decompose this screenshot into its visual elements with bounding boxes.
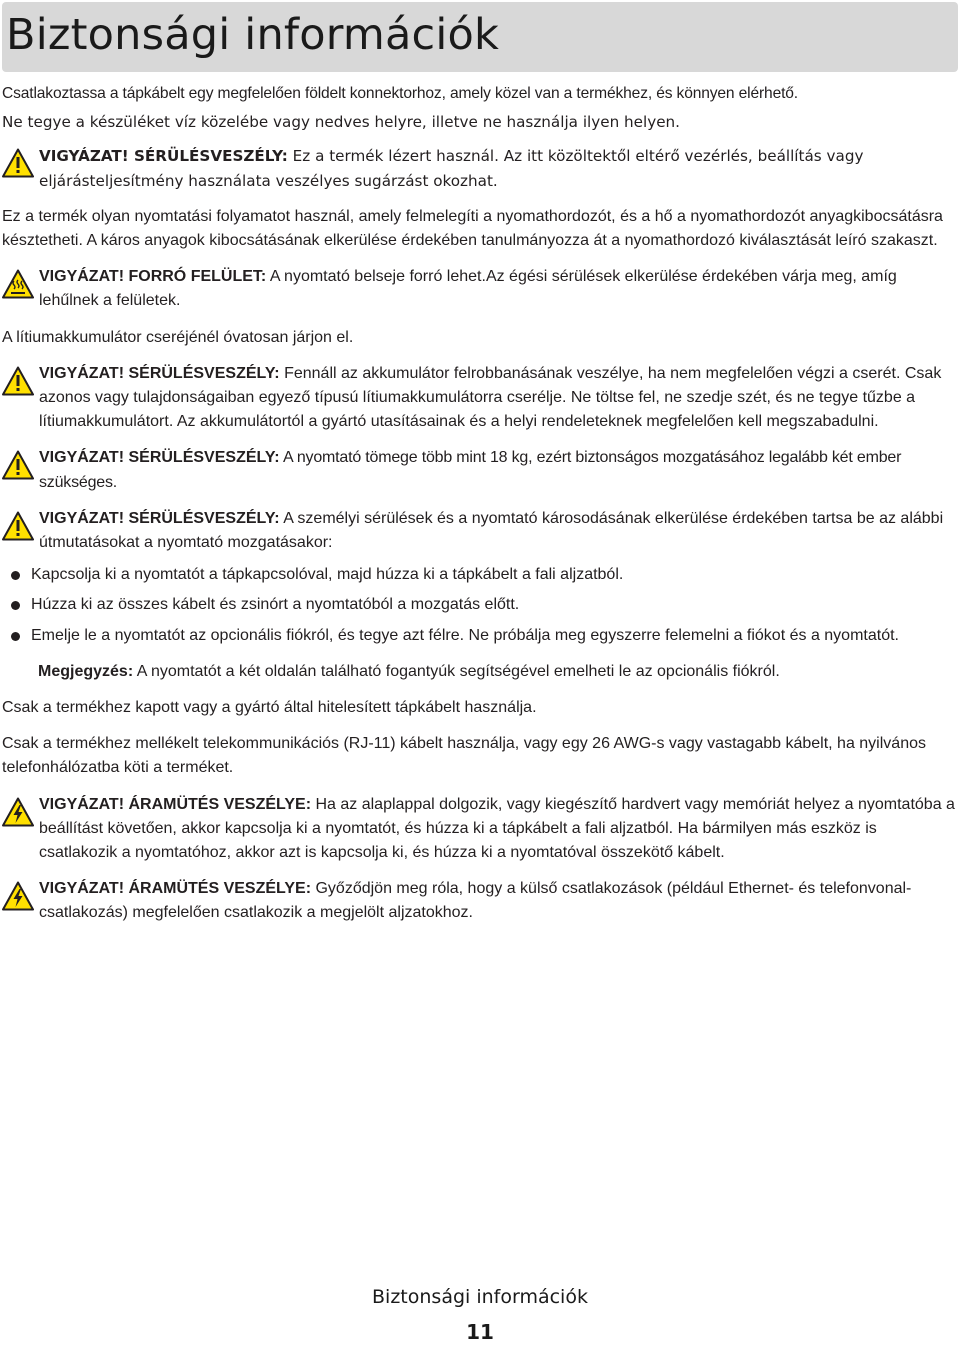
- paragraph-grounding: Csatlakoztassa a tápkábelt egy megfelelően földelt konnektorhoz, amely közel van a termékhez, és könnyen elérhető.: [2, 85, 798, 102]
- warning-text: Fennáll az akkumulátor felrobbanásának veszélye, ha nem megfelelően végzi a cserét. Csak azonos vagy tulajdonságaiban egyező típusú lítiumakkumulátorra cserélje. Ne töltse fel, ne szedje szét, és ne tegye tűzbe a lítiumakkumulátort. Az akkumulátortól a gyártó utasításainak és a helyi rendeleteknek megfelelően kell megszabadulni.: [39, 364, 942, 431]
- warning-label: VIGYÁZAT! ÁRAMÜTÉS VESZÉLYE:: [39, 880, 312, 898]
- warning-battery: [2, 362, 958, 435]
- electric-shock-warning-icon: [2, 881, 34, 911]
- list-item: Húzza ki az összes kábelt és zsinórt a nyomtatóból a mozgatás előtt.: [2, 593, 958, 617]
- warning-text: A személyi sérülések és a nyomtató károsodásának elkerülése érdekében tartsa be az alábbi útmutatásokat a nyomtató mozgatásakor:: [39, 509, 944, 552]
- warning-text: Ez a termék lézert használ. Az itt közöltektől eltérő vezérlés, beállítás vagy eljárásteljesítmény használata veszélyes sugárzást okozhat.: [39, 147, 864, 190]
- warning-text: Győződjön meg róla, hogy a külső csatlakozások (például Ethernet- és telefonvonal-csatlakozás) megfelelően csatlakozik a megjelölt aljzatokhoz.: [39, 880, 912, 922]
- note: [2, 660, 958, 684]
- note-label: Megjegyzés:: [38, 662, 134, 680]
- warning-laser: [2, 144, 958, 192]
- bullet-icon: [11, 632, 20, 641]
- warning-triangle-icon: [2, 148, 34, 178]
- document-body: [2, 82, 958, 938]
- paragraph-power-cord: Csak a termékhez kapott vagy a gyártó által hitelesített tápkábelt használja.: [2, 699, 537, 717]
- list-item: Kapcsolja ki a nyomtatót a tápkapcsolóval, majd húzza ki a tápkábelt a fali aljzatból.: [2, 563, 958, 587]
- electric-shock-warning-icon: [2, 797, 34, 827]
- warning-label: VIGYÁZAT! SÉRÜLÉSVESZÉLY:: [39, 147, 288, 166]
- note-text: A nyomtatót a két oldalán található fogantyúk segítségével emelheti le az opcionális fiókról.: [133, 662, 780, 680]
- paragraph-water: Ne tegye a készüléket víz közelébe vagy nedves helyre, illetve ne használja ilyen helyen.: [2, 113, 681, 132]
- warning-hot-surface: [2, 265, 958, 313]
- warning-label: VIGYÁZAT! FORRÓ FELÜLET:: [39, 268, 267, 286]
- warning-triangle-icon: [2, 450, 34, 480]
- bullet-icon: [11, 601, 20, 610]
- warning-triangle-icon: [2, 366, 34, 396]
- warning-label: VIGYÁZAT! SÉRÜLÉSVESZÉLY:: [39, 449, 280, 467]
- page-title: Biztonsági információk: [6, 10, 500, 60]
- warning-shock-2: [2, 877, 958, 925]
- warning-label: VIGYÁZAT! ÁRAMÜTÉS VESZÉLYE:: [39, 795, 312, 813]
- list-item: Emelje le a nyomtatót az opcionális fiókról, és tegye azt félre. Ne próbálja meg egyszerre felemelni a fiókot és a nyomtatót.: [2, 624, 958, 648]
- paragraph-emissions: Ez a termék olyan nyomtatási folyamatot használ, amely felmelegíti a nyomathordozót, és a hő a nyomathordozót anyagkibocsátásra késztetheti. A káros anyagok kibocsátásának elkerülése érdekében tanulmányozza át a nyomathordozó kiválasztását leíró szakaszt.: [2, 207, 943, 250]
- footer-section-title: Biztonsági információk: [372, 1286, 588, 1308]
- page-title-bar: [2, 2, 958, 72]
- page-number: 11: [466, 1320, 494, 1344]
- warning-text: Ha az alaplappal dolgozik, vagy kiegészítő hardvert vagy memóriát helyez a nyomtatóba a beállítást követően, akkor kapcsolja ki a nyomtatót, és húzza ki a tápkábelt a fali aljzatból. Ha bármilyen más eszköz is csatlakozik a nyomtatóhoz, akkor azt is kapcsolja ki, és húzza ki a nyomtatóval összekötő kábelt.: [39, 795, 955, 862]
- warning-moving: [2, 507, 958, 555]
- warning-text: A nyomtató belseje forró lehet.Az égési sérülések elkerülése érdekében várja meg, amíg lehűlnek a felületek.: [39, 268, 897, 310]
- paragraph-telecom-cable: Csak a termékhez mellékelt telekommunikációs (RJ-11) kábelt használja, vagy egy 26 AWG-s vagy vastagabb kábelt, ha nyilvános telefonhálózatba köti a terméket.: [2, 735, 926, 777]
- warning-triangle-icon: [2, 511, 34, 541]
- warning-shock-1: [2, 793, 958, 866]
- paragraph-battery: A lítiumakkumulátor cseréjénél óvatosan járjon el.: [2, 328, 354, 346]
- warning-text: A nyomtató tömege több mint 18 kg, ezért biztonságos mozgatásához legalább két ember szükséges.: [39, 449, 902, 491]
- hot-surface-warning-icon: [2, 269, 34, 299]
- moving-steps-list: [2, 563, 958, 648]
- bullet-icon: [11, 571, 20, 580]
- warning-label: VIGYÁZAT! SÉRÜLÉSVESZÉLY:: [39, 364, 280, 382]
- warning-weight: [2, 446, 958, 494]
- warning-label: VIGYÁZAT! SÉRÜLÉSVESZÉLY:: [39, 509, 280, 527]
